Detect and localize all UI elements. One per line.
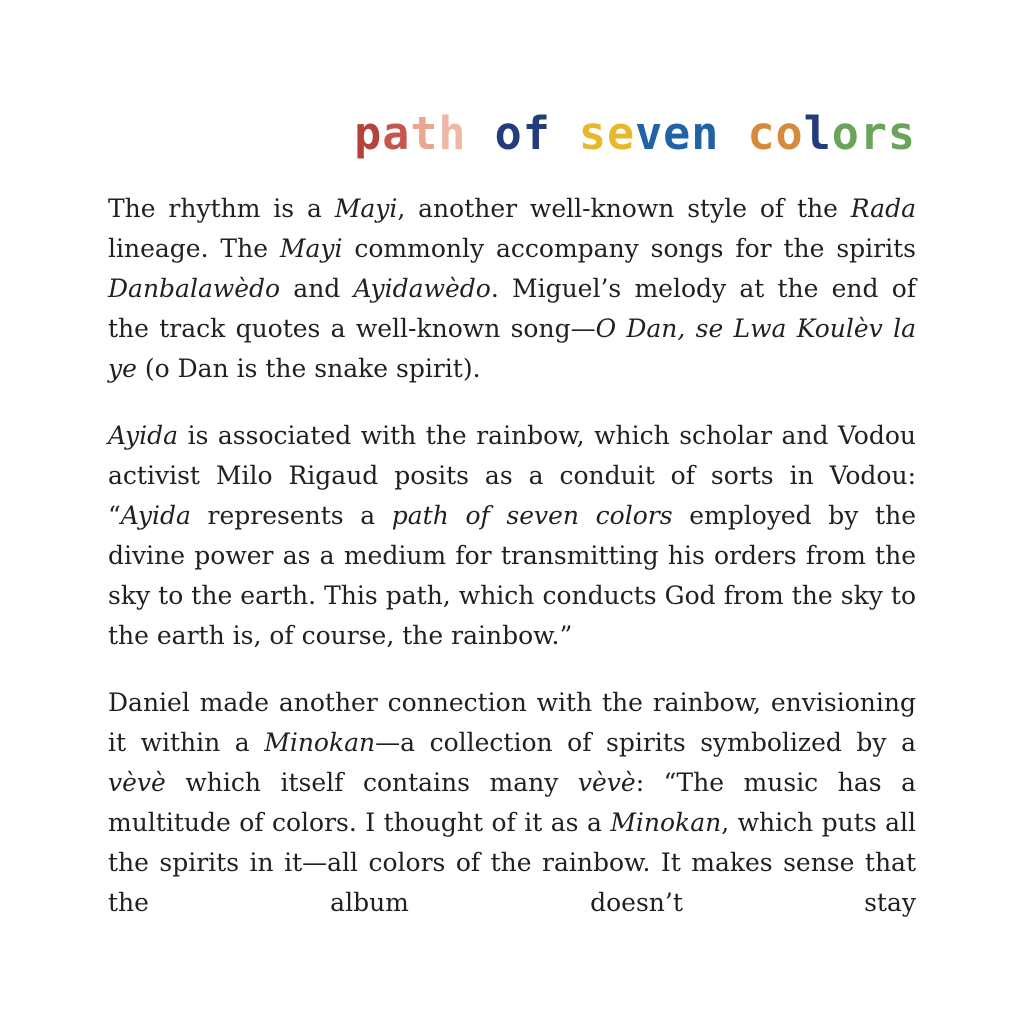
italic-run: vèvè	[108, 768, 166, 797]
paragraph	[108, 189, 916, 389]
title-letter: t	[410, 107, 439, 160]
italic-run: Ayida	[120, 501, 191, 530]
italic-run: Mayi	[334, 194, 398, 223]
text-run: , another well-known style of the	[397, 194, 851, 223]
title-letter: o	[494, 107, 523, 160]
text-run: , which puts all the spirits in it—all colors of the rainbow. It makes sense that the album doesn’t stay	[108, 808, 916, 917]
title-letter: o	[831, 107, 860, 160]
title-letter: s	[887, 107, 916, 160]
italic-run: path of seven colors	[391, 501, 673, 530]
text-run: The rhythm is a	[108, 194, 335, 223]
italic-run: O Dan, se Lwa Koulèv la ye	[108, 314, 916, 383]
title-letter: c	[747, 107, 776, 160]
paragraph	[108, 683, 916, 923]
text-run: Daniel made another connection with the rainbow, envisioning it within a	[108, 688, 916, 757]
italic-run: Ayidawèdo	[353, 274, 491, 303]
title-letter: s	[578, 107, 607, 160]
text-run: employed by the divine power as a medium for transmitting his orders from the sky to the earth. This path, which conducts God from the sky to the earth is, of course, the rainbow.”	[108, 501, 917, 650]
text-run: (o Dan is the snake spirit).	[136, 354, 481, 383]
text-run: commonly accompany songs for the spirits	[342, 234, 916, 263]
italic-run: vèvè	[577, 768, 636, 797]
title-letter: o	[775, 107, 804, 160]
text-run: represents a	[190, 501, 392, 530]
title-letter: f	[522, 107, 551, 160]
title-letter: h	[438, 107, 467, 160]
text-run: and	[280, 274, 354, 303]
italic-run: Ayida	[108, 421, 179, 450]
page-title	[354, 104, 916, 164]
title-letter	[467, 107, 495, 160]
title-letter	[551, 107, 579, 160]
italic-run: Mayi	[279, 234, 343, 263]
title-letter: e	[663, 107, 692, 160]
text-run: : “The music has a multitude of colors. I thought of it as a	[108, 768, 916, 837]
title-letter: e	[606, 107, 636, 160]
title-letter: r	[859, 107, 888, 160]
text-run: which itself contains many	[165, 768, 578, 797]
text-run: lineage. The	[108, 234, 280, 263]
italic-run: Rada	[850, 194, 916, 223]
italic-run: Minokan	[264, 728, 376, 757]
body-text	[108, 189, 916, 950]
italic-run: Minokan	[610, 808, 722, 837]
paragraph	[108, 416, 916, 656]
text-run: . Miguel’s melody at the end of the track quotes a well-known song—	[108, 274, 916, 343]
title-letter: n	[691, 107, 720, 160]
title-letter: p	[354, 107, 383, 160]
text-run: is associated with the rainbow, which scholar and Vodou activist Milo Rigaud posits as a conduit of sorts in Vodou: “	[108, 421, 916, 530]
title-letter: v	[635, 107, 664, 160]
title-letter: l	[803, 107, 832, 160]
text-run: —a collection of spirits symbolized by a	[375, 728, 916, 757]
title-letter: a	[382, 107, 411, 160]
title-letter	[719, 107, 747, 160]
italic-run: Danbalawèdo	[108, 274, 281, 303]
